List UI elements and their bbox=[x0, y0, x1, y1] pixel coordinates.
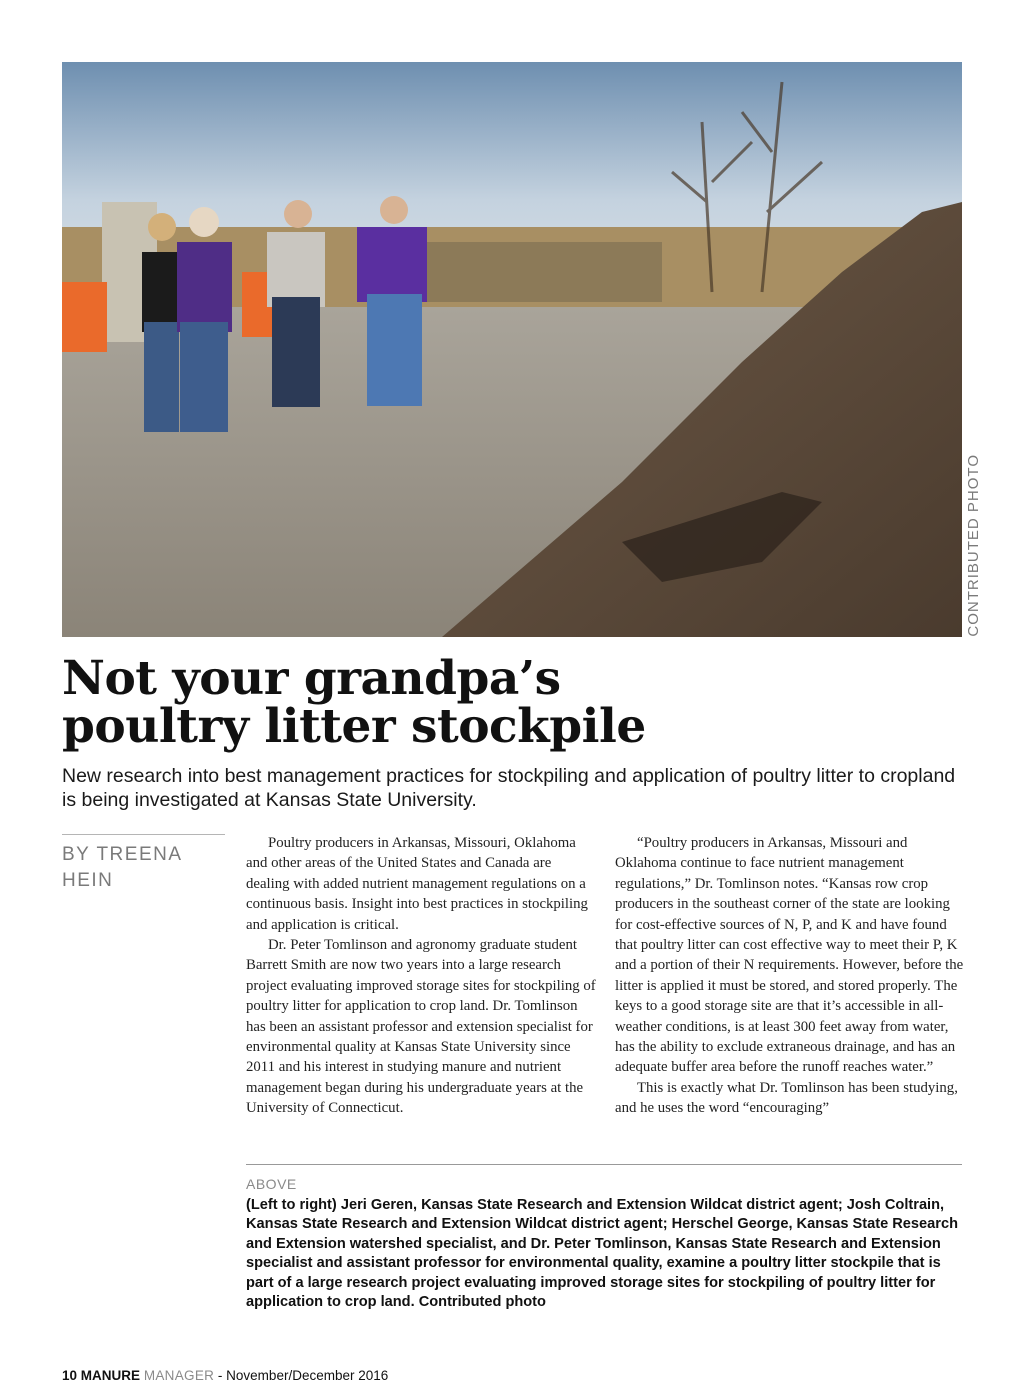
byline bbox=[62, 842, 232, 894]
body-paragraph: This is exactly what Dr. Tomlinson has been studying, and he uses the word “encouraging” bbox=[615, 1079, 958, 1117]
caption-label: ABOVE bbox=[246, 1176, 297, 1192]
body-column-2 bbox=[615, 833, 965, 1119]
magazine-name-bold: MANURE bbox=[80, 1368, 141, 1383]
body-column-1 bbox=[246, 833, 596, 1119]
issue-date: November/December 2016 bbox=[226, 1368, 389, 1383]
photo-credit-text: CONTRIBUTED PHOTO bbox=[964, 454, 982, 637]
hero-photo bbox=[62, 62, 962, 637]
page-footer bbox=[62, 1368, 388, 1383]
photo-caption: (Left to right) Jeri Geren, Kansas State Research and Extension Wildcat district agent; Josh Coltrain, Kansas State Research and Extension Wildcat district agent; Herschel George, Kansas State Research and Extension watershed specialist, and Dr. Peter Tomlinson, Kansas State Research and Extension specialist and assistant professor for environmental quality, examine a poultry litter stockpile that is part of a large research project evaluating improved storage sites for stockpiling of poultry litter for application to crop land. Contributed photo bbox=[246, 1197, 958, 1311]
body-paragraph: Poultry producers in Arkansas, Missouri, Oklahoma and other areas of the United States and Canada are dealing with added nutrient management regulations on a continuous basis. Insight into best practices in stockpiling and application is critical. bbox=[246, 835, 588, 933]
byline-divider bbox=[62, 834, 225, 835]
photo-credit bbox=[962, 62, 984, 637]
footer-separator: - bbox=[214, 1368, 227, 1383]
magazine-name-light: MANAGER bbox=[143, 1368, 215, 1383]
page-number: 10 bbox=[62, 1368, 78, 1383]
article-headline bbox=[62, 651, 962, 754]
photo-image bbox=[62, 62, 962, 637]
body-paragraph: Dr. Peter Tomlinson and agronomy graduate student Barrett Smith are now two years into a large research project evaluating improved storage sites for stockpiling of poultry litter for application to crop land. Dr. Tomlinson has been an assistant professor and extension specialist for environmental quality at Kansas State University since 2011 and his interest in studying manure and nutrient management began during his undergraduate years at the University of Connecticut. bbox=[246, 937, 596, 1117]
headline-line-2: poultry litter stockpile bbox=[62, 699, 646, 754]
headline-line-1: Not your grandpa’s bbox=[62, 651, 561, 706]
caption-divider bbox=[246, 1164, 962, 1165]
body-paragraph: “Poultry producers in Arkansas, Missouri and Oklahoma continue to face nutrient management regulations,” Dr. Tomlinson notes. “Kansas row crop producers in the southeast corner of the state are looking for cost-effective sources of N, P, and K and have found that poultry litter can cost effective way to meet their P, K and a portion of their N requirements. However, before the litter is applied it must be stored, and stored properly. The keys to a good storage site are that it’s accessible in all-weather conditions, is at least 300 feet away from water, has the ability to exclude extraneous drainage, and has an adequate buffer area before the runoff reaches water.” bbox=[615, 835, 964, 1076]
byline-line-1: BY TREENA bbox=[62, 844, 183, 865]
article-deck: New research into best management practices for stockpiling and application of poultry litter to cropland is being investigated at Kansas State University. bbox=[62, 765, 956, 811]
byline-line-2: HEIN bbox=[62, 870, 114, 891]
